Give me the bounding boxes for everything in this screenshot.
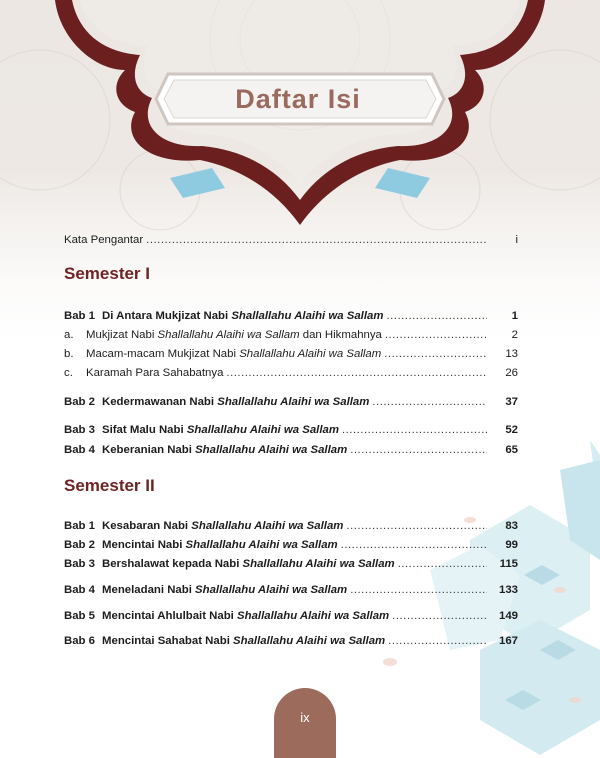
leader-dots [392,608,487,624]
entry-page: 65 [505,444,518,456]
entry-page: 13 [505,348,518,360]
semester-1-heading: Semester I [64,264,150,283]
entry-page: 167 [498,635,518,647]
leader-dots [146,232,487,248]
toc-entry-s1-bab3[interactable]: Bab 3 Sifat Malu Nabi Shallallahu Alaihi wa Sallam ..... 52 [64,422,518,438]
toc-entry-s1-bab1-a[interactable]: a. Mukjizat Nabi Shallallahu Alaihi wa Sallam dan Hikmahnya ..... 2 [64,327,518,343]
entry-page: 149 [498,610,518,622]
leader-dots [350,582,487,598]
leader-dots [385,327,487,343]
toc-entry-s2-bab5[interactable]: Bab 5 Mencintai Ahlulbait Nabi Shallallahu Alaihi wa Sallam ..... 149 [64,608,518,624]
entry-page: i [515,234,518,246]
entry-page: 2 [511,329,518,341]
leader-dots [342,422,487,438]
toc-entry-s1-bab1[interactable]: Bab 1 Di Antara Mukjizat Nabi Shallallahu Alaihi wa Sallam ..... 1 [64,308,518,324]
toc-entry-s1-bab4[interactable]: Bab 4 Keberanian Nabi Shallallahu Alaihi wa Sallam ..... 65 [64,442,518,458]
entry-page: 52 [505,424,518,436]
entry-page: 83 [505,520,518,532]
entry-page: 115 [499,558,518,570]
toc-entry-s1-bab1-b[interactable]: b. Macam-macam Mukjizat Nabi Shallallahu Alaihi wa Sallam ..... 13 [64,346,518,362]
toc-entry-s2-bab6[interactable]: Bab 6 Mencintai Sahabat Nabi Shallallahu Alaihi wa Sallam ..... 167 [64,633,518,649]
leader-dots [398,556,487,572]
entry-page: 26 [505,367,518,379]
entry-page: 37 [505,396,518,408]
leader-dots [341,537,487,553]
toc-entry-s1-bab1-c[interactable]: c. Karamah Para Sahabatnya ..... 26 [64,365,518,381]
toc-entry-s2-bab3[interactable]: Bab 3 Bershalawat kepada Nabi Shallallahu Alaihi wa Sallam ..... 115 [64,556,518,572]
leader-dots [372,394,487,410]
leader-dots [384,346,487,362]
toc-entry-s2-bab4[interactable]: Bab 4 Meneladani Nabi Shallallahu Alaihi wa Sallam ..... 133 [64,582,518,598]
entry-label: Kata Pengantar [64,234,144,246]
leader-dots [388,633,487,649]
semester-2-heading: Semester II [64,476,155,495]
toc-entry-s1-bab2[interactable]: Bab 2 Kedermawanan Nabi Shallallahu Alaihi wa Sallam ..... 37 [64,394,518,410]
toc-entry-kata-pengantar[interactable] [64,232,518,248]
leader-dots [386,308,487,324]
entry-page: 133 [498,584,518,596]
leader-dots [350,442,487,458]
page-number-tab: ix [274,688,336,758]
leader-dots [346,518,487,534]
toc-entry-s2-bab2[interactable]: Bab 2 Mencintai Nabi Shallallahu Alaihi wa Sallam ..... 99 [64,537,518,553]
toc-entry-s2-bab1[interactable]: Bab 1 Kesabaran Nabi Shallallahu Alaihi wa Sallam ..... 83 [64,518,518,534]
entry-page: 1 [511,310,518,322]
entry-page: 99 [505,539,518,551]
page-title: Daftar Isi [235,84,361,114]
leader-dots [226,365,487,381]
